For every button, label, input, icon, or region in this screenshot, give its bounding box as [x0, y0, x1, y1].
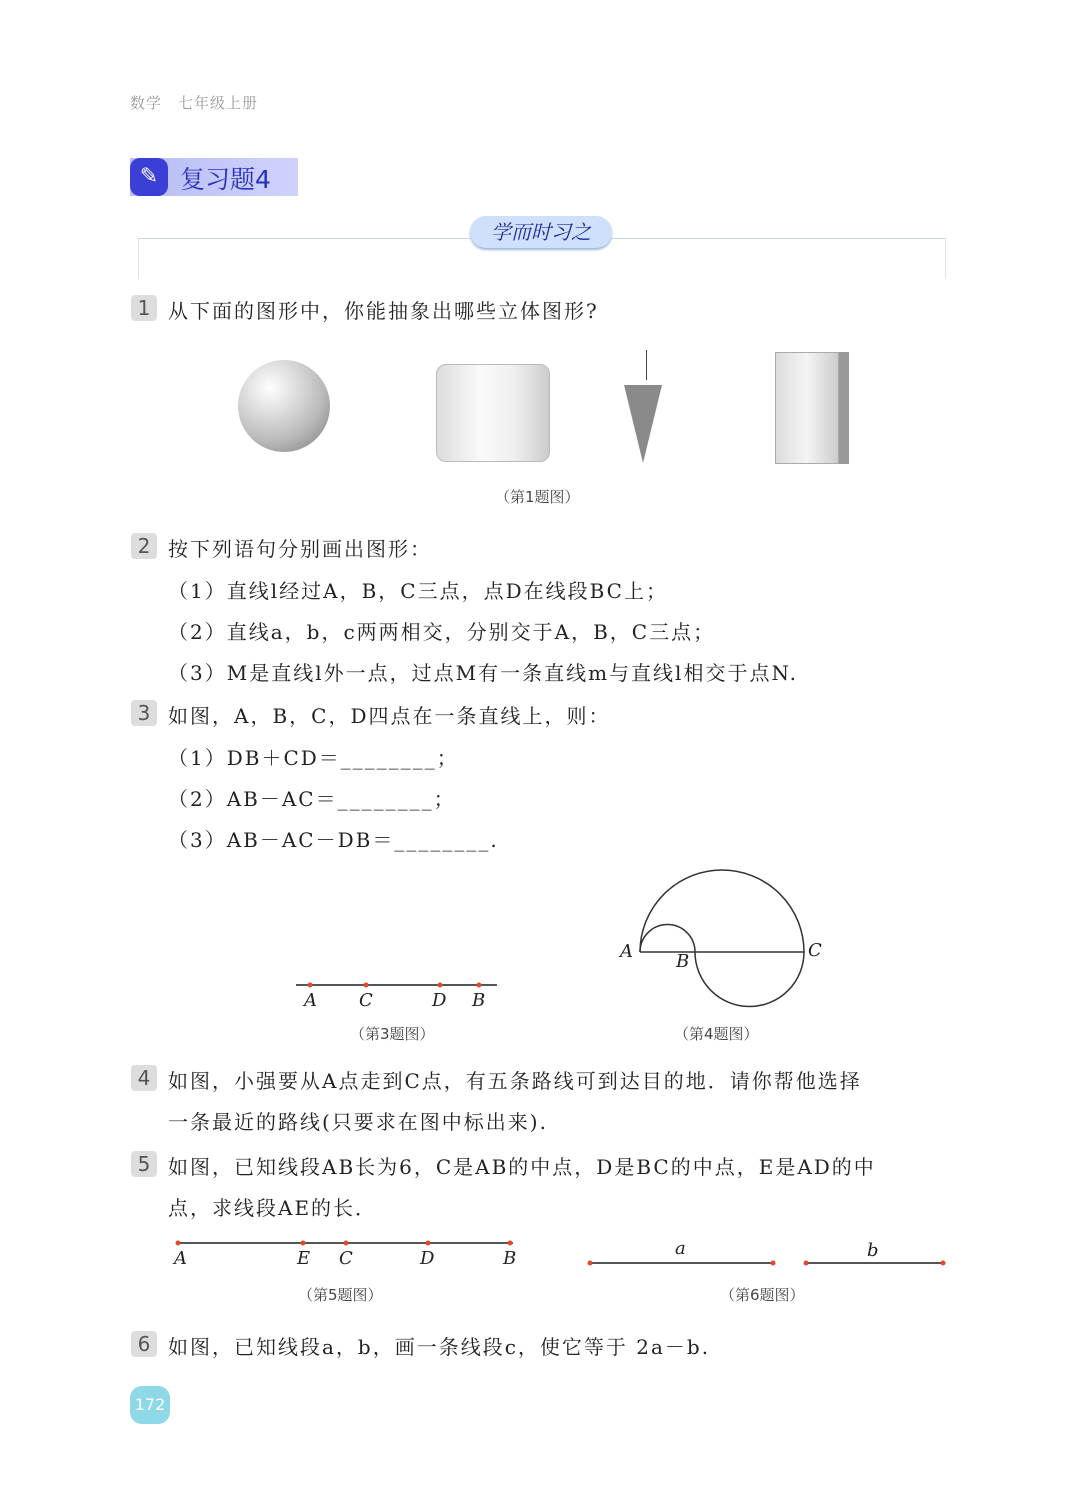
section-title: 复习题4: [180, 165, 271, 194]
sub-item: （3）AB－AC－DB＝________.: [168, 828, 499, 852]
question-number: 3: [131, 700, 157, 726]
question-number: 2: [131, 533, 157, 559]
point-label: C: [339, 1248, 353, 1269]
pencil-note-icon: ✎: [130, 158, 168, 196]
question-text: 一条最近的路线(只要求在图中标出来).: [168, 1110, 548, 1134]
figure-caption: （第3题图）: [350, 1025, 435, 1043]
figure-5: [176, 1241, 514, 1246]
figure-4: [640, 870, 804, 1006]
point-label: C: [359, 990, 373, 1011]
figure-6: [588, 1261, 946, 1266]
figure-caption: （第6题图）: [720, 1286, 805, 1304]
point-label: D: [420, 1248, 435, 1269]
segment-label: a: [675, 1238, 686, 1259]
sub-item: （1）DB＋CD＝________；: [168, 746, 459, 770]
question-text: 按下列语句分别画出图形：: [168, 537, 432, 561]
point-label: B: [472, 990, 486, 1011]
point-label: C: [808, 940, 822, 961]
figure-caption: （第4题图）: [674, 1025, 759, 1043]
question-text: 如图，A，B，C，D四点在一条直线上，则：: [168, 704, 611, 728]
sub-item: （2）AB－AC＝________；: [168, 787, 456, 811]
point-label: B: [676, 951, 690, 972]
point-label: A: [174, 1248, 187, 1269]
banner-label: 学而时习之: [470, 216, 612, 248]
point-label: D: [432, 990, 447, 1011]
point-label: E: [297, 1248, 311, 1269]
sub-item: （1）直线l经过A，B，C三点，点D在线段BC上；: [168, 579, 668, 603]
figure-caption: （第1题图）: [495, 488, 580, 506]
figure-3: [296, 983, 497, 988]
question-number: 1: [131, 295, 157, 321]
segment-label: b: [867, 1240, 879, 1261]
sub-item: （3）M是直线l外一点，过点M有一条直线m与直线l相交于点N.: [168, 661, 799, 685]
sub-item: （2）直线a，b，c两两相交，分别交于A，B，C三点；: [168, 620, 716, 644]
question-number: 5: [131, 1151, 157, 1177]
question-text: 如图，小强要从A点走到C点，有五条路线可到达目的地．请你帮他选择: [168, 1069, 862, 1093]
running-header: 数学 七年级上册: [130, 94, 259, 112]
question-text: 如图，已知线段AB长为6，C是AB的中点，D是BC的中点，E是AD的中: [168, 1155, 876, 1179]
question-number: 6: [131, 1331, 157, 1357]
question-text: 如图，已知线段a，b，画一条线段c，使它等于 2a－b.: [168, 1335, 711, 1359]
point-label: A: [304, 990, 317, 1011]
question-text: 点，求线段AE的长．: [168, 1196, 378, 1220]
figure-caption: （第5题图）: [298, 1286, 383, 1304]
question-text: 从下面的图形中，你能抽象出哪些立体图形?: [168, 299, 599, 323]
question-number: 4: [131, 1065, 157, 1091]
point-label: A: [620, 941, 633, 962]
point-label: B: [503, 1248, 517, 1269]
page-number: 172: [130, 1386, 170, 1424]
